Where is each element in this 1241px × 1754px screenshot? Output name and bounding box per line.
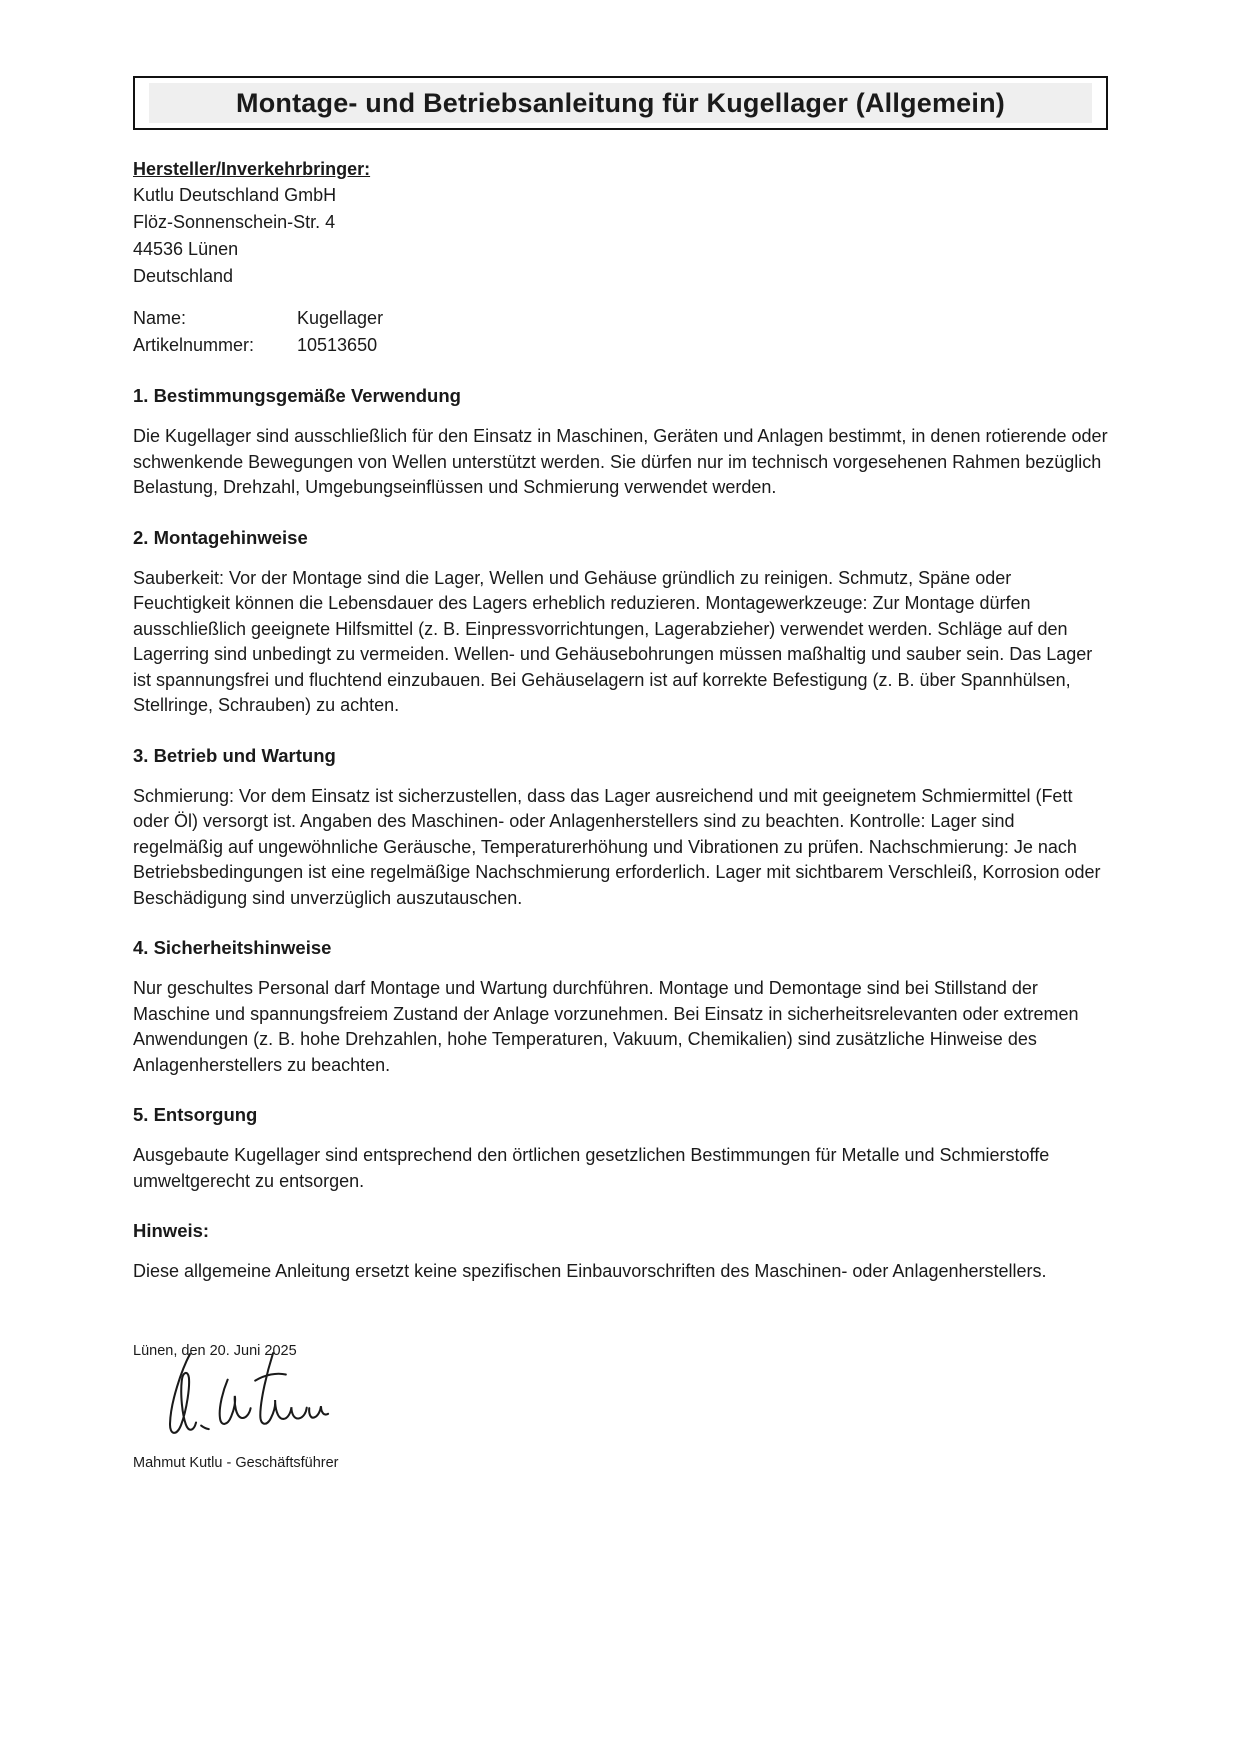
- signatory-name-line: Mahmut Kutlu - Geschäftsführer: [133, 1454, 339, 1471]
- section-heading-operation-maintenance: 3. Betrieb und Wartung: [133, 744, 336, 766]
- section-intended-use: [133, 383, 1108, 501]
- section-heading-disposal: 5. Entsorgung: [133, 1104, 258, 1125]
- section-body-operation-maintenance: Schmierung: Vor dem Einsatz ist sicherzustellen, dass das Lager ausreichend und mit geeignetem Schmiermittel (Fett oder Öl) versorgt ist. Angaben des Maschinen- oder Anlagenherstellers sind zu beachten. Kontrolle: Lager sind regelmäßig auf ungewöhnliche Geräusche, Temperaturerhöhung und Vibrationen zu prüfen. Nachschmierung: Je nach Betriebsbedingungen ist eine regelmäßige Nachschmierung erforderlich. Lager mit sichtbarem Verschleiß, Korrosion oder Beschädigung sind unverzüglich auszutauschen.: [133, 785, 1101, 908]
- section-safety: [133, 935, 1108, 1078]
- product-block: [133, 305, 1108, 359]
- manufacturer-block: [133, 156, 1108, 290]
- section-heading-mounting: 2. Montagehinweise: [133, 526, 308, 548]
- manufacturer-label: Hersteller/Inverkehrbringer:: [133, 159, 371, 179]
- section-heading-safety: 4. Sicherheitshinweise: [133, 937, 332, 958]
- product-name-row: [133, 305, 1108, 332]
- section-body-note: Diese allgemeine Anleitung ersetzt keine spezifischen Einbauvorschriften des Maschinen- oder Anlagenherstellers.: [133, 1261, 1047, 1281]
- section-note: [133, 1218, 1108, 1285]
- manufacturer-company: Kutlu Deutschland GmbH: [133, 185, 337, 205]
- title-box: [133, 76, 1108, 130]
- product-article-label: Artikelnummer:: [133, 335, 255, 355]
- section-heading-intended-use: 1. Bestimmungsgemäße Verwendung: [133, 385, 461, 406]
- section-body-safety: Nur geschultes Personal darf Montage und Wartung durchführen. Montage und Demontage sind bei Stillstand der Maschine und spannungsfreiem Zustand der Anlage vorzunehmen. Bei Einsatz in sicherheitsrelevanten oder extremen Anwendungen (z. B. hohe Drehzahlen, hohe Temperaturen, Vakuum, Chemikalien) sind zusätzliche Hinweise des Anlagenherstellers zu beachten.: [133, 978, 1079, 1075]
- section-mounting: [133, 525, 1108, 719]
- product-article-value: 10513650: [297, 335, 378, 355]
- manufacturer-street: Flöz-Sonnenschein-Str. 4: [133, 212, 336, 232]
- section-body-disposal: Ausgebaute Kugellager sind entsprechend den örtlichen gesetzlichen Bestimmungen für Metalle und Schmierstoffe umweltgerecht zu entsorgen.: [133, 1145, 1050, 1191]
- product-name-value: Kugellager: [297, 308, 384, 328]
- date-place-line: Lünen, den 20. Juni 2025: [133, 1342, 297, 1359]
- manufacturer-country: Deutschland: [133, 266, 234, 286]
- signature-block: [133, 1341, 1108, 1473]
- section-heading-note: Hinweis:: [133, 1220, 210, 1241]
- title-strip: [149, 83, 1092, 123]
- section-body-intended-use: Die Kugellager sind ausschließlich für den Einsatz in Maschinen, Geräten und Anlagen bestimmt, in denen rotierende oder schwenkende Bewegungen von Wellen unterstützt werden. Sie dürfen nur im technisch vorgesehenen Rahmen bezüglich Belastung, Drehzahl, Umgebungseinflüssen und Schmierung verwendet werden.: [133, 426, 1108, 497]
- section-operation-maintenance: [133, 743, 1108, 912]
- handwritten-signature-icon: [155, 1347, 335, 1449]
- section-disposal: [133, 1102, 1108, 1194]
- manufacturer-city: 44536 Lünen: [133, 239, 239, 259]
- product-article-row: [133, 332, 1108, 359]
- section-body-mounting: Sauberkeit: Vor der Montage sind die Lager, Wellen und Gehäuse gründlich zu reinigen. Schmutz, Späne oder Feuchtigkeit können die Lebensdauer des Lagers erheblich reduzieren. Montagewerkzeuge: Zur Montage dürfen ausschließlich geeignete Hilfsmittel (z. B. Einpressvorrichtungen, Lagerabzieher) verwendet werden. Schläge auf den Lagerring sind unbedingt zu vermeiden. Wellen- und Gehäusebohrungen müssen maßhaltig und sauber sein. Das Lager ist spannungsfrei und fluchtend einzubauen. Bei Gehäuselagern ist auf korrekte Befestigung (z. B. über Spannhülsen, Stellringe, Schrauben) zu achten.: [133, 567, 1093, 715]
- document-title: Montage- und Betriebsanleitung für Kugellager (Allgemein): [236, 88, 1005, 118]
- product-name-label: Name:: [133, 308, 187, 328]
